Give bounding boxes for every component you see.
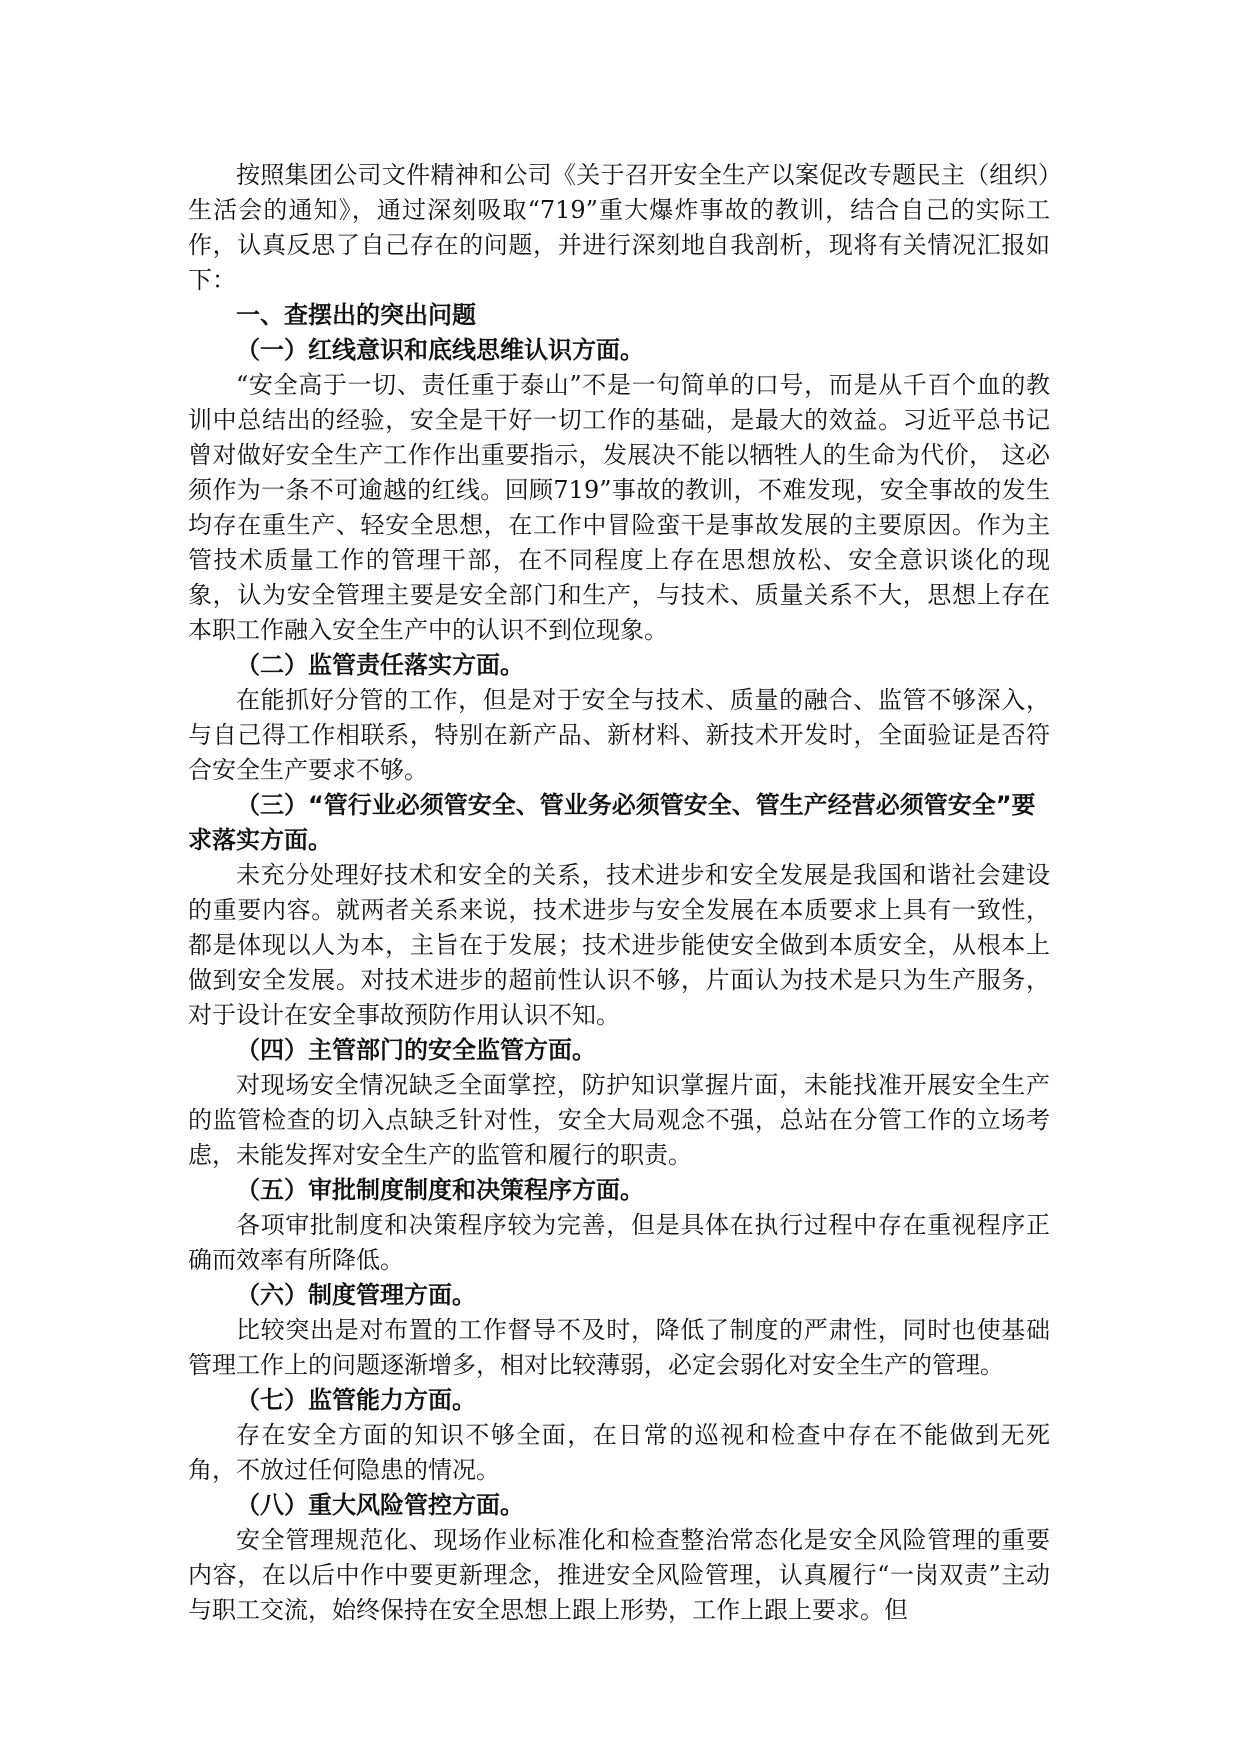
subsection-body-7: 存在安全方面的知识不够全面，在日常的巡视和检查中存在不能做到无死角，不放过任何隐患的情况。 xyxy=(188,1421,1050,1484)
subsection-body-3: 未充分处理好技术和安全的关系，技术进步和安全发展是我国和谐社会建设的重要内容。就两者关系来说，技术进步与安全发展在本质要求上具有一致性，都是体现以人为本，主旨在于发展；技术进步能使安全做到本质安全，从根本上做到安全发展。对技术进步的超前性认识不够，片面认为技术是只为生产服务，对于设计在安全事故预防作用认识不知。 xyxy=(188,861,1050,1029)
subsection-body-5: 各项审批制度和决策程序较为完善，但是具体在执行过程中存在重视程序正确而效率有所降低。 xyxy=(188,1211,1050,1274)
subsection-body-1: “安全高于一切、责任重于泰山”不是一句简单的口号，而是从千百个血的教训中总结出的经验，安全是干好一切工作的基础，是最大的效益。习近平总书记曾对做好安全生产工作作出重要指示，发展决不能以牺牲人的生命为代价， 这必须作为一条不可逾越的红线。回顾719”事故的教训，不难发现，安全事故的发生均存在重生产、轻安全思想，在工作中冒险蛮干是事故发展的主要原因。作为主管技术质量工作的管理干部，在不同程度上存在思想放松、安全意识谈化的现象，认为安全管理主要是安全部门和生产，与技术、质量关系不大，思想上存在本职工作融入安全生产中的认识不到位现象。 xyxy=(188,371,1050,644)
subsection-body-4: 对现场安全情况缺乏全面掌控，防护知识掌握片面，未能找准开展安全生产的监管检查的切入点缺乏针对性，安全大局观念不强，总站在分管工作的立场考虑，未能发挥对安全生产的监管和履行的职责。 xyxy=(188,1071,1050,1169)
subsection-title-4: （四）主管部门的安全监管方面。 xyxy=(236,1036,596,1064)
document-page xyxy=(188,158,1050,1628)
subsection-title-5: （五）审批制度制度和决策程序方面。 xyxy=(236,1176,644,1204)
subsection-title-2: （二）监管责任落实方面。 xyxy=(236,651,524,679)
subsection-title-3: （三）“管行业必须管安全、管业务必须管安全、管生产经营必须管安全”要求落实方面。 xyxy=(188,791,1036,854)
subsection-body-2: 在能抓好分管的工作，但是对于安全与技术、质量的融合、监管不够深入，与自己得工作相联系，特别在新产品、新材料、新技术开发时，全面验证是否符合安全生产要求不够。 xyxy=(188,686,1050,784)
subsection-body-8: 安全管理规范化、现场作业标准化和检查整治常态化是安全风险管理的重要内容，在以后中作中要更新理念，推进安全风险管理，认真履行“一岗双责”主动与职工交流，始终保持在安全思想上跟上形势，工作上跟上要求。但 xyxy=(188,1526,1050,1624)
subsection-title-7: （七）监管能力方面。 xyxy=(236,1386,476,1414)
subsection-body-6: 比较突出是对布置的工作督导不及时，降低了制度的严肃性，同时也使基础管理工作上的问题逐渐增多，相对比较薄弱，必定会弱化对安全生产的管理。 xyxy=(188,1316,1050,1379)
subsection-title-8: （八）重大风险管控方面。 xyxy=(236,1491,524,1519)
subsection-title-1: （一）红线意识和底线思维认识方面。 xyxy=(236,336,644,364)
section-title: 一、查摆出的突出问题 xyxy=(236,301,476,329)
subsection-title-6: （六）制度管理方面。 xyxy=(236,1281,476,1309)
intro-paragraph: 按照集团公司文件精神和公司《关于召开安全生产以案促改专题民主（组织）生活会的通知》，通过深刻吸取“719”重大爆炸事故的教训，结合自己的实际工作，认真反思了自己存在的问题，并进行深刻地自我剖析，现将有关情况汇报如下： xyxy=(188,161,1050,294)
